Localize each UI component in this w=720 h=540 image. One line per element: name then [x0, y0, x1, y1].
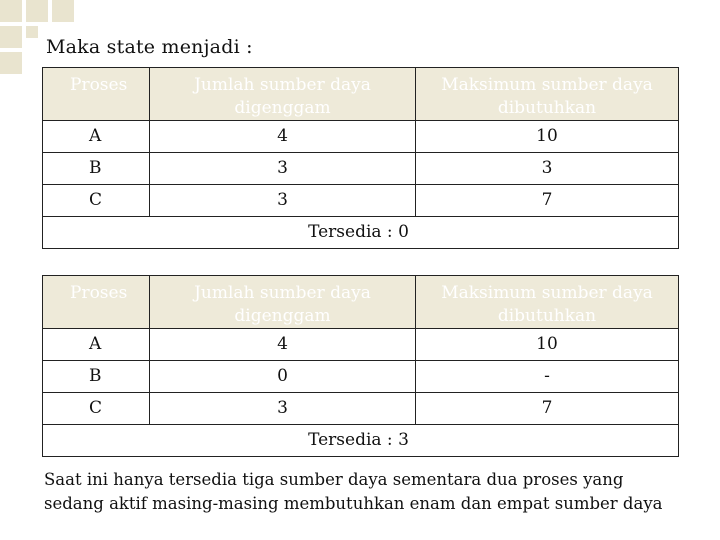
cell-proses: B	[43, 153, 150, 185]
table-row	[43, 185, 679, 217]
cell-held: 3	[150, 393, 416, 425]
header-max: Maksimum sumber daya dibutuhkan	[416, 276, 679, 329]
table-row	[43, 329, 679, 361]
header-held: Jumlah sumber daya digenggam	[150, 276, 416, 329]
available-row	[43, 425, 679, 457]
cell-max: 10	[416, 121, 679, 153]
cell-max: 3	[416, 153, 679, 185]
cell-max: 7	[416, 393, 679, 425]
cell-proses: A	[43, 121, 150, 153]
available-value: 3	[398, 430, 409, 450]
table-header-row	[43, 68, 679, 121]
available-label: Tersedia	[308, 430, 382, 450]
available-cell: Tersedia : 3	[43, 425, 679, 457]
table-row	[43, 393, 679, 425]
cell-held: 0	[150, 361, 416, 393]
available-cell: Tersedia : 0	[43, 217, 679, 249]
explanation-text: Saat ini hanya tersedia tiga sumber daya sementara dua proses yang sedang aktif masing-masing membutuhkan enam dan empat sumber daya	[44, 470, 663, 513]
cell-max: 10	[416, 329, 679, 361]
cell-proses: C	[43, 393, 150, 425]
available-value: 0	[398, 222, 409, 242]
header-proses: Proses	[43, 68, 150, 121]
cell-proses: A	[43, 329, 150, 361]
table-row	[43, 121, 679, 153]
resource-table-after	[42, 275, 679, 457]
available-row	[43, 217, 679, 249]
header-max: Maksimum sumber daya dibutuhkan	[416, 68, 679, 121]
cell-proses: C	[43, 185, 150, 217]
cell-max: 7	[416, 185, 679, 217]
resource-table-before	[42, 67, 679, 249]
cell-held: 3	[150, 153, 416, 185]
cell-proses: B	[43, 361, 150, 393]
cell-max: -	[416, 361, 679, 393]
available-label: Tersedia	[308, 222, 382, 242]
cell-held: 4	[150, 329, 416, 361]
table-row	[43, 361, 679, 393]
header-proses: Proses	[43, 276, 150, 329]
cell-held: 3	[150, 185, 416, 217]
cell-held: 4	[150, 121, 416, 153]
table-header-row	[43, 276, 679, 329]
table-row	[43, 153, 679, 185]
slide-title: Maka state menjadi :	[46, 36, 253, 58]
header-held: Jumlah sumber daya digenggam	[150, 68, 416, 121]
